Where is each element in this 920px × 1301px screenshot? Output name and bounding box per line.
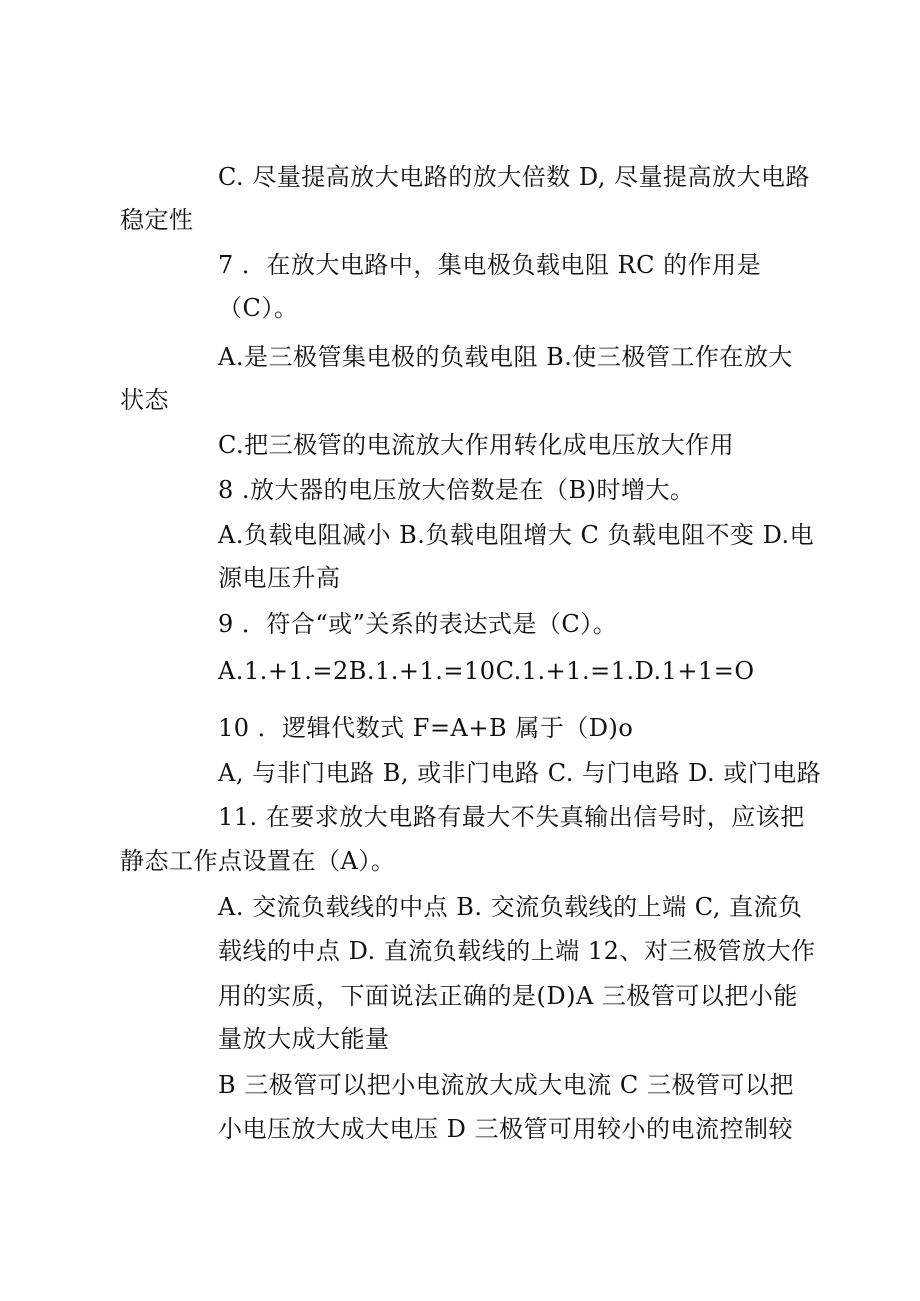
question-10: 10 ．逻辑代数式 F=A+B 属于（D)o (218, 714, 634, 742)
text-line-16: 静态工作点设置在（A）。 (120, 847, 396, 875)
text-line-1: C. 尽量提高放大电路的放大倍数 D, 尽量提高放大电路 (218, 163, 811, 191)
question-8: 8 .放大器的电压放大倍数是在（B)时增大。 (218, 476, 695, 504)
question-11-options: A. 交流负载线的中点 B. 交流负载线的上端 C, 直流负 (218, 893, 803, 921)
question-12-options-c-d: 小电压放大成大电压 D 三极管可用较小的电流控制较 (218, 1115, 793, 1143)
text-line-10: 源电压升高 (218, 564, 341, 592)
text-line-2: 稳定性 (120, 206, 194, 234)
question-12-options-b-c: B 三极管可以把小电流放大成大电流 C 三极管可以把 (218, 1071, 794, 1099)
question-9: 9 ．符合“或”关系的表达式是（C）。 (218, 610, 618, 638)
text-line-18: 载线的中点 D. 直流负载线的上端 12、对三极管放大作 (218, 937, 816, 965)
question-7-answer: （C）。 (218, 294, 299, 322)
question-9-options: A.1.+1.=2B.1.+1.=10C.1.+1.=1.D.1+1=O (218, 657, 755, 685)
question-8-options: A.负载电阻减小 B.负载电阻增大 C 负载电阻不变 D.电 (218, 521, 815, 549)
question-7-options: A.是三极管集电极的负载电阻 B.使三极管工作在放大 (218, 343, 793, 371)
question-7-option-c: C.把三极管的电流放大作用转化成电压放大作用 (218, 431, 735, 459)
text-line-20: 量放大成大能量 (218, 1025, 390, 1053)
question-11: 11. 在要求放大电路有最大不失真输出信号时，应该把 (218, 803, 805, 831)
question-10-options: A, 与非门电路 B, 或非门电路 C. 与门电路 D. 或门电路 (218, 759, 822, 787)
question-12: 用的实质，下面说法正确的是(D)A 三极管可以把小能 (218, 982, 798, 1010)
question-7: 7 ．在放大电路中，集电极负载电阻 RC 的作用是 (218, 251, 762, 279)
text-line-6: 状态 (120, 386, 169, 414)
